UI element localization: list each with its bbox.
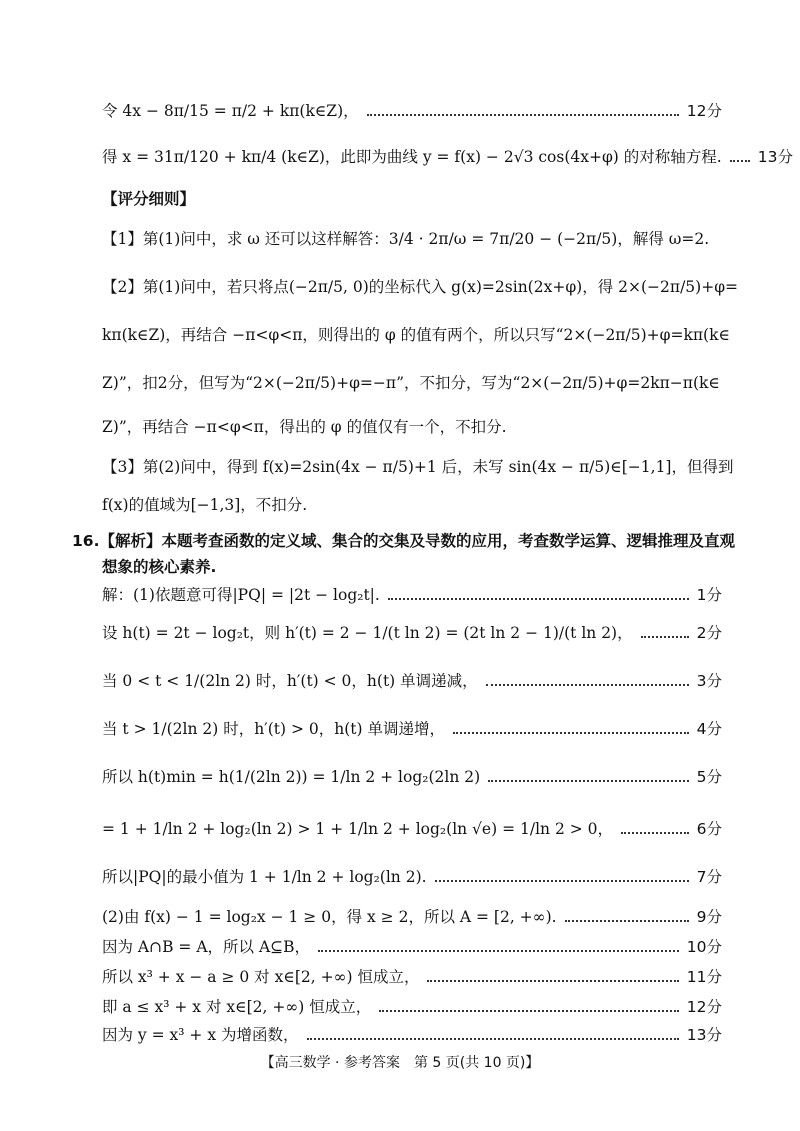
score-label: 9分 [696, 908, 722, 926]
score-label: 7分 [696, 868, 722, 886]
score-label: 12分 [686, 998, 722, 1016]
dot-leader [486, 684, 689, 686]
dot-leader [307, 1038, 679, 1040]
page-footer: 【高三数学 · 参考答案 第 5 页(共 10 页)】 [260, 1055, 540, 1071]
rule-line: Z)”，扣2分，但写为“2×(−2π/5)+φ=−π”，不扣分，写为“2×(−2π/5)+φ=2kπ−π(k∈ [102, 374, 720, 392]
rule-line: kπ(k∈Z)，再结合 −π<φ<π，则得出的 φ 的值有两个，所以只写“2×(−2π/5)+φ=kπ(k∈ [102, 326, 730, 344]
dot-leader [379, 1010, 679, 1012]
score-label: 3分 [696, 672, 722, 690]
solution-text: = 1 + 1/ln 2 + log₂(ln 2) > 1 + 1/ln 2 + log₂(ln √e) = 1/ln 2 > 0， [102, 820, 614, 838]
dot-leader [565, 920, 689, 922]
rule-line: 【1】第(1)问中，求 ω 还可以这样解答：3/4 · 2π/ω = 7π/20 − (−2π/5)，解得 ω=2. [102, 230, 710, 248]
dot-leader [367, 114, 679, 116]
rule-line: 【2】第(1)问中，若只将点(−2π/5, 0)的坐标代入 g(x)=2sin(2x+φ)，得 2×(−2π/5)+φ= [102, 278, 739, 296]
solution-line [102, 866, 722, 888]
solution-text: 所以|PQ|的最小值为 1 + 1/ln 2 + log₂(ln 2). [102, 868, 427, 886]
solution-line [102, 906, 722, 928]
solution-line [102, 996, 722, 1018]
dot-leader [641, 636, 689, 638]
score-label: 2分 [696, 624, 722, 642]
solution-line [102, 766, 722, 788]
solution-text: 因为 A∩B = A，所以 A⊆B， [102, 938, 311, 956]
score-label: 5分 [696, 768, 722, 786]
score-label: 11分 [686, 968, 722, 986]
answer-text: 得 x = 31π/120 + kπ/4 (k∈Z)，此即为曲线 y = f(x) − 2√3 cos(4x+φ) 的对称轴方程. [102, 148, 722, 166]
solution-line [102, 670, 722, 692]
rule-line: f(x)的值域为[−1,3]，不扣分. [102, 496, 308, 514]
solution-line [102, 584, 722, 606]
score-label: 1分 [696, 586, 722, 604]
solution-text: 解：(1)依题意可得|PQ| = |2t − log₂t|. [102, 586, 380, 604]
score-label: 6分 [696, 820, 722, 838]
answer-line [102, 100, 722, 122]
solution-text: 设 h(t) = 2t − log₂t，则 h′(t) = 2 − 1/(t ln 2) = (2t ln 2 − 1)/(t ln 2)， [102, 624, 633, 642]
solution-text: 所以 h(t)min = h(1/(2ln 2)) = 1/ln 2 + log₂(2ln 2) [102, 768, 481, 786]
solution-text: 当 t > 1/(2ln 2) 时，h′(t) > 0，h(t) 单调递增， [102, 720, 445, 738]
dot-leader [427, 980, 678, 982]
solution-text: 当 0 < t < 1/(2ln 2) 时，h′(t) < 0，h(t) 单调递减， [102, 672, 478, 690]
dot-leader [621, 832, 689, 834]
answer-text: 令 4x − 8π/15 = π/2 + kπ(k∈Z)， [102, 102, 359, 120]
dot-leader [453, 732, 689, 734]
score-label: 10分 [686, 938, 722, 956]
solution-line [102, 818, 722, 840]
dot-leader [388, 598, 689, 600]
solution-line [102, 966, 722, 988]
q16-title: 16.【解析】本题考查函数的定义域、集合的交集及导数的应用，考查数学运算、逻辑推理及直观 [72, 532, 735, 550]
q16-title-cont: 想象的核心素养. [102, 558, 217, 576]
dot-leader [488, 780, 688, 782]
dot-leader [730, 160, 750, 162]
dot-leader [435, 880, 689, 882]
score-label: 13分 [757, 148, 793, 166]
solution-text: (2)由 f(x) − 1 = log₂x − 1 ≥ 0，得 x ≥ 2，所以 A = [2, +∞). [102, 908, 557, 926]
solution-text: 因为 y = x³ + x 为增函数， [102, 1026, 299, 1044]
solution-line [102, 1024, 722, 1046]
solution-text: 即 a ≤ x³ + x 对 x∈[2, +∞) 恒成立， [102, 998, 372, 1016]
rules-heading: 【评分细则】 [102, 190, 196, 208]
solution-line [102, 718, 722, 740]
solution-line [102, 622, 722, 644]
rule-line: Z)”，再结合 −π<φ<π，得出的 φ 的值仅有一个，不扣分. [102, 418, 507, 436]
rule-line: 【3】第(2)问中，得到 f(x)=2sin(4x − π/5)+1 后，未写 sin(4x − π/5)∈[−1,1]，但得到 [102, 458, 734, 476]
score-label: 13分 [686, 1026, 722, 1044]
dot-leader [318, 950, 679, 952]
score-label: 4分 [696, 720, 722, 738]
solution-line [102, 936, 722, 958]
solution-text: 所以 x³ + x − a ≥ 0 对 x∈[2, +∞) 恒成立， [102, 968, 420, 986]
score-label: 12分 [686, 102, 722, 120]
answer-line [102, 146, 793, 168]
